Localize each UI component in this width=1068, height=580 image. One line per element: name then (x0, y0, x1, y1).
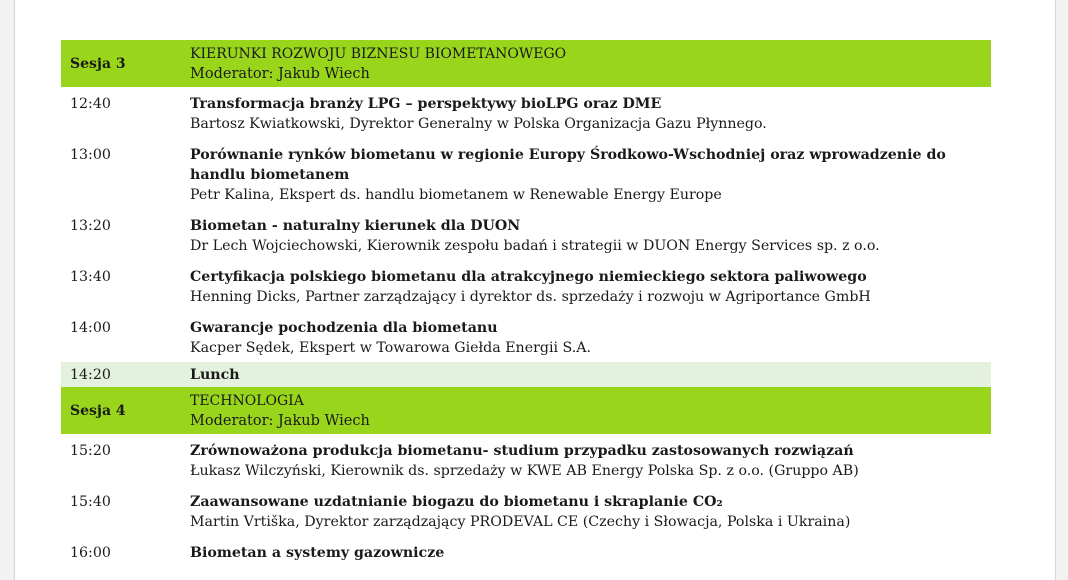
agenda-row (61, 138, 991, 209)
page-edge-left (0, 0, 15, 580)
agenda-time: 15:40 (70, 494, 111, 510)
agenda-row (61, 434, 991, 485)
talk-title: Certyfikacja polskiego biometanu dla atrakcyjnego niemieckiego sektora paliwowego (190, 269, 867, 285)
agenda-row (61, 87, 991, 138)
agenda-time: 16:00 (70, 545, 111, 561)
talk-title: Biometan - naturalny kierunek dla DUON (190, 218, 521, 234)
speaker-info: Bartosz Kwiatkowski, Dyrektor Generalny w Polska Organizacja Gazu Płynnego. (190, 116, 767, 132)
talk-title: Transformacja branży LPG – perspektywy bioLPG oraz DME (190, 96, 662, 112)
speaker-info: Dr Lech Wojciechowski, Kierownik zespołu badań i strategii w DUON Energy Services sp. z o.o. (190, 238, 880, 254)
page-edge-right (1055, 0, 1068, 580)
agenda-time: 14:00 (70, 320, 111, 336)
speaker-info: Kacper Sędek, Ekspert w Towarowa Giełda Energii S.A. (190, 340, 592, 356)
agenda-time: 15:20 (70, 443, 111, 459)
agenda-row (61, 209, 991, 260)
session-header-3 (61, 40, 991, 87)
speaker-info: Łukasz Wilczyński, Kierownik ds. sprzedaży w KWE AB Energy Polska Sp. z o.o. (Gruppo AB) (190, 463, 859, 479)
speaker-info: Henning Dicks, Partner zarządzający i dyrektor ds. sprzedaży i rozwoju w Agriportance GmbH (190, 289, 871, 305)
agenda-time: 14:20 (70, 367, 111, 383)
agenda-time: 13:40 (70, 269, 111, 285)
agenda-row (61, 485, 991, 536)
session-label: Sesja 3 (70, 55, 126, 72)
talk-title: Zrównoważona produkcja biometanu- studium przypadku zastosowanych rozwiązań (190, 443, 854, 459)
agenda-time: 13:20 (70, 218, 111, 234)
session-moderator: Moderator: Jakub Wiech (190, 66, 370, 82)
session-label: Sesja 4 (70, 402, 126, 419)
agenda-time: 13:00 (70, 147, 111, 163)
talk-title: Zaawansowane uzdatnianie biogazu do biometanu i skraplanie CO₂ (190, 494, 723, 510)
agenda-row (61, 536, 991, 567)
session-moderator: Moderator: Jakub Wiech (190, 413, 370, 429)
talk-title: Biometan a systemy gazownicze (190, 545, 445, 561)
lunch-label: Lunch (190, 367, 240, 383)
agenda-time: 12:40 (70, 96, 111, 112)
agenda-row (61, 260, 991, 311)
talk-title: Gwarancje pochodzenia dla biometanu (190, 320, 498, 336)
lunch-row (61, 362, 991, 387)
agenda-document (61, 40, 991, 567)
agenda-row (61, 311, 991, 362)
talk-title: Porównanie rynków biometanu w regionie Europy Środkowo-Wschodniej oraz wprowadzenie do handlu biometanem (190, 147, 946, 183)
speaker-info: Petr Kalina, Ekspert ds. handlu biometanem w Renewable Energy Europe (190, 187, 722, 203)
session-title: TECHNOLOGIA (190, 393, 304, 409)
session-header-4 (61, 387, 991, 434)
speaker-info: Martin Vrtiška, Dyrektor zarządzający PRODEVAL CE (Czechy i Słowacja, Polska i Ukraina) (190, 514, 851, 530)
session-title: KIERUNKI ROZWOJU BIZNESU BIOMETANOWEGO (190, 46, 567, 62)
